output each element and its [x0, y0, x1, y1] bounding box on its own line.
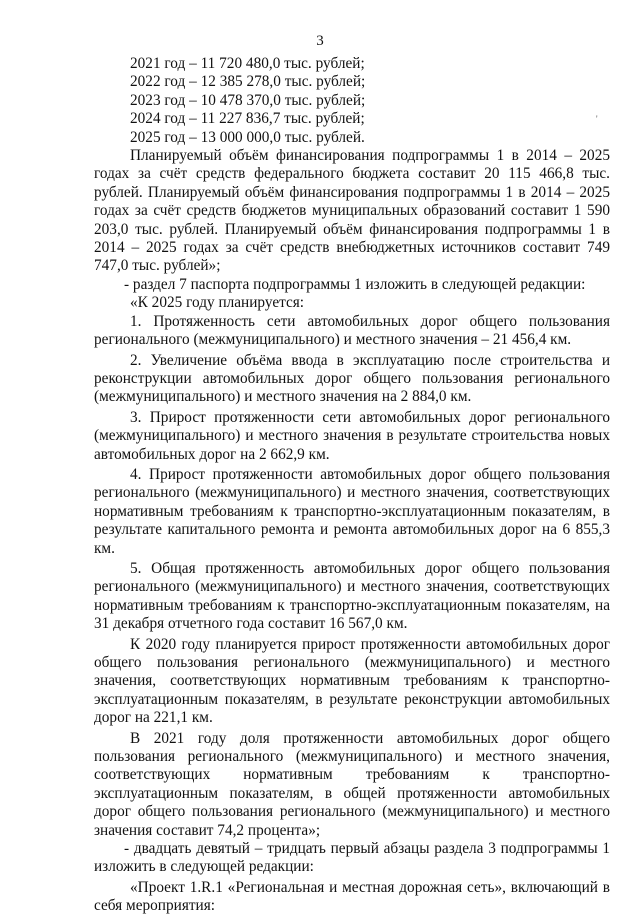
plan-item-4: 4. Прирост протяженности автомобильных дорог общего пользования регионального (межмуниципального) и местного значения, соответствующих нормативным требованиям к транспортно-эксплуатационным показателям, в результате капитального ремонта и ремонта автомобильных дорог на 6 855,3 км.	[94, 465, 610, 557]
section3-paragraph: - двадцать девятый – тридцать первый абзацы раздела 3 подпрограммы 1 изложить в следующей редакции:	[94, 840, 610, 876]
year-line-2024: 2024 год – 11 227 836,7 тыс. рублей;	[130, 110, 365, 128]
year-line-2023: 2023 год – 10 478 370,0 тыс. рублей;	[130, 91, 366, 109]
plan-item-5: 5. Общая протяженность автомобильных дорог общего пользования регионального (межмуниципального) и местного значения, соответствующих нормативным требованиям к транспортно-эксплуатационным показателям, на 31 декабря отчетного года составит 16 567,0 км.	[94, 559, 610, 633]
funding-paragraph: Планируемый объём финансирования подпрограммы 1 в 2014 – 2025 годах за счёт средств федерального бюджета составит 20 115 466,8 тыс. рублей. Планируемый объём финансирования подпрограммы 1 в 2014 – 2025 годах за счёт средств бюджетов муниципальных образований составит 1 590 203,0 тыс. рублей. Планируемый объём финансирования подпрограммы 1 в 2014 – 2025 годах за счёт средств внебюджетных источников составит 749 747,0 тыс. рублей»;	[94, 147, 610, 275]
year-line-2021: 2021 год – 11 720 480,0 тыс. рублей;	[130, 55, 365, 72]
year-2021-paragraph: В 2021 году доля протяженности автомобильных дорог общего пользования регионального (межмуниципального) и местного значения, соответствующих нормативным требованиям к транспортно-эксплуатационным показателям, в общей протяженности автомобильных дорог общего пользования регионального (межмуниципального) и местного значения составит 74,2 процента»;	[94, 729, 610, 839]
plan-item-2: 2. Увеличение объёма ввода в эксплуатацию после строительства и реконструкции автомобильных дорог общего пользования регионального (межмуниципального) и местного значения на 2 884,0 км.	[94, 351, 610, 406]
project-paragraph: «Проект 1.R.1 «Региональная и местная дорожная сеть», включающий в себя мероприятия:	[94, 878, 610, 915]
plan-2020-paragraph: К 2020 году планируется прирост протяженности автомобильных дорог общего пользования регионального (межмуниципального) и местного значения, соответствующих нормативным требованиям к транспортно-эксплуатационным показателям, в результате реконструкции автомобильных дорог на 221,1 км.	[94, 635, 610, 727]
plan-2025-heading: «К 2025 году планируется:	[130, 294, 305, 312]
year-line-2022: 2022 год – 12 385 278,0 тыс. рублей;	[130, 73, 366, 91]
section7-paragraph: - раздел 7 паспорта подпрограммы 1 изложить в следующей редакции:	[124, 275, 586, 293]
year-line-2025: 2025 год – 13 000 000,0 тыс. рублей.	[130, 128, 365, 146]
page-number: 3	[316, 33, 324, 49]
plan-item-3: 3. Прирост протяженности сети автомобильных дорог регионального (межмуниципального) и местного значения в результате строительства новых автомобильных дорог на 2 662,9 км.	[94, 408, 610, 463]
scan-mark: '	[596, 114, 598, 124]
document-body	[94, 55, 610, 916]
plan-item-1: 1. Протяженность сети автомобильных дорог общего пользования регионального (межмуниципального) и местного значения – 21 456,4 км.	[94, 312, 610, 349]
